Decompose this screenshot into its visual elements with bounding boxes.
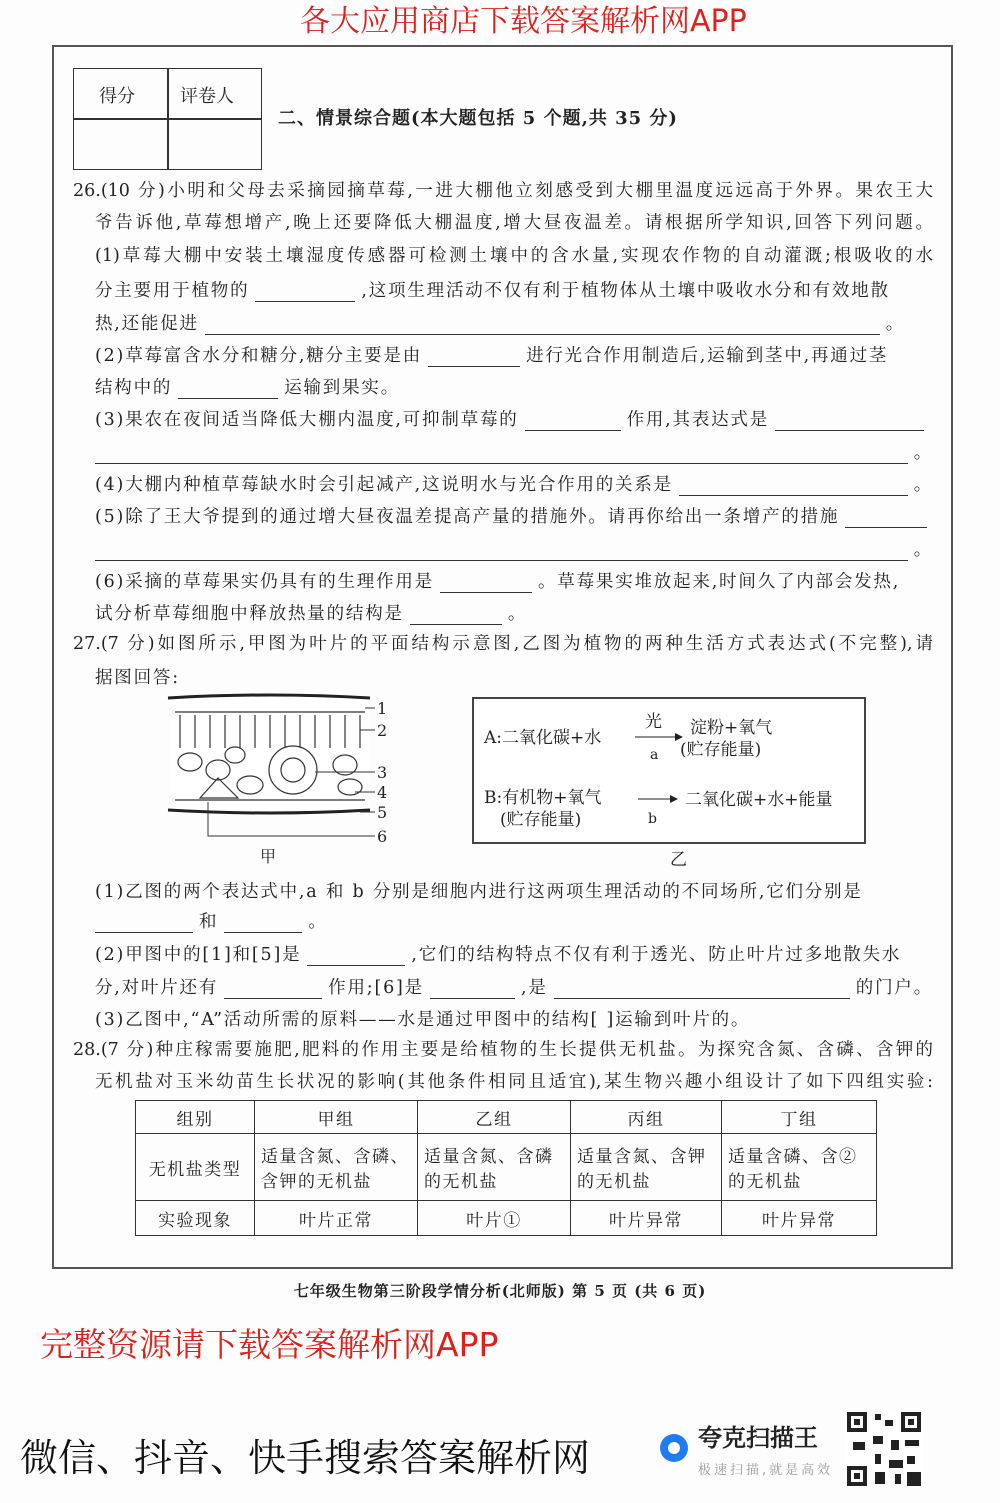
q26-p2-line1 — [95, 341, 933, 367]
q26-p5 — [95, 502, 933, 528]
q27-p1-line1 — [95, 877, 863, 903]
brand-slogan: 极速扫描,就是高效 — [698, 1463, 834, 1478]
table-cell: 叶片正常 — [255, 1201, 418, 1236]
figure-yi-caption: 乙 — [670, 850, 687, 870]
label-2: 2 — [377, 721, 388, 740]
answer-blank[interactable] — [95, 914, 193, 933]
table-row — [136, 1201, 877, 1236]
table-cell: 适量含氮、含磷、含钾的无机盐 — [255, 1134, 418, 1201]
table-header: 乙组 — [418, 1101, 571, 1134]
text: 。 — [913, 443, 933, 463]
brand-name: 夸克扫描王 — [698, 1424, 818, 1452]
table-row — [136, 1134, 877, 1201]
text: 分主要用于植物的 — [95, 281, 250, 301]
page-footer: 七年级生物第三阶段学情分析(北师版) 第 5 页 (共 6 页) — [293, 1282, 707, 1300]
answer-blank[interactable] — [554, 980, 850, 999]
answer-blank[interactable] — [224, 914, 302, 933]
table-header: 组别 — [136, 1101, 255, 1134]
text: 。 — [913, 540, 933, 560]
answer-blank[interactable] — [440, 574, 532, 593]
expr-a-condition: 光 — [645, 712, 662, 732]
text: 。 — [308, 912, 328, 932]
q26-stem-2: 爷告诉他,草莓想增产,晚上还要降低大棚温度,增大昼夜温差。请根据所学知识,回答下列问题。 — [95, 213, 933, 233]
watermark-middle: 完整资源请下载答案解析网APP — [40, 1325, 499, 1364]
life-process-expressions — [470, 695, 870, 870]
text: 运输到果实。 — [284, 378, 401, 398]
text: 进行光合作用制造后,运输到茎中,再通过茎 — [526, 346, 889, 366]
answer-blank[interactable] — [428, 348, 520, 367]
expr-a-right-2: (贮存能量) — [680, 740, 762, 760]
table-cell: 实验现象 — [136, 1201, 255, 1236]
answer-blank[interactable] — [224, 980, 322, 999]
label-5: 5 — [377, 803, 388, 822]
answer-blank[interactable] — [255, 283, 355, 302]
table-cell: 无机盐类型 — [136, 1134, 255, 1201]
q26-p1-line2 — [95, 276, 933, 302]
q26-p5-line2 — [95, 535, 933, 561]
section-title: 二、情景综合题(本大题包括 5 个题,共 35 分) — [278, 108, 678, 129]
answer-blank[interactable] — [95, 445, 908, 464]
text: (3)乙图中,“A”活动所需的原料——水是通过甲图中的结构[ ]运输到叶片的。 — [95, 1010, 751, 1030]
answer-blank[interactable] — [679, 477, 908, 496]
answer-blank[interactable] — [410, 606, 502, 625]
q26-p4 — [95, 470, 933, 496]
table-cell: 适量含氮、含磷的无机盐 — [418, 1134, 571, 1201]
answer-blank[interactable] — [307, 947, 405, 966]
text: 结构中的 — [95, 378, 173, 398]
text: ,这项生理活动不仅有利于植物体从土壤中吸收水分和有效地散 — [361, 281, 890, 301]
table-header-row — [136, 1101, 877, 1134]
answer-blank[interactable] — [178, 380, 278, 399]
q27-p2-line1 — [95, 940, 933, 966]
expr-a-right: 淀粉+氧气 — [690, 718, 773, 738]
score-box — [73, 68, 262, 170]
text: (3)果农在夜间适当降低大棚内温度,可抑制草莓的 — [95, 410, 519, 430]
figure-jia-caption: 甲 — [260, 847, 277, 866]
table-cell: 适量含磷、含②的无机盐 — [722, 1134, 877, 1201]
leaf-structure-diagram — [160, 690, 400, 870]
expr-b-left: B:有机物+氧气 — [484, 788, 602, 808]
scanner-brand — [660, 1418, 833, 1478]
answer-blank[interactable] — [525, 412, 621, 431]
expr-a-left: A:二氧化碳+水 — [484, 728, 602, 748]
text: 热,还能促进 — [95, 314, 199, 334]
q27-stem-1: 27.(7 分)如图所示,甲图为叶片的平面结构示意图,乙图为植物的两种生活方式表达式(不完整),请 — [73, 634, 933, 654]
qr-code-icon — [845, 1410, 923, 1488]
q27-p3 — [95, 1005, 750, 1031]
q26-p3-line1 — [95, 405, 930, 431]
table-cell: 适量含氮、含钾的无机盐 — [571, 1134, 722, 1201]
q28-stem-1: 28.(7 分)种庄稼需要施肥,肥料的作用主要是给植物的生长提供无机盐。为探究含氮、含磷、含钾的 — [73, 1040, 933, 1060]
text: 据图回答: — [95, 668, 180, 688]
text: ,它们的结构特点不仅有利于透光、防止叶片过多地散失水 — [411, 945, 902, 965]
table-cell: 叶片① — [418, 1201, 571, 1236]
text: 。草莓果实堆放起来,时间久了内部会发热, — [538, 572, 901, 592]
label-6: 6 — [377, 827, 388, 846]
q28-stem-2: 无机盐对玉米幼苗生长状况的影响(其他条件相同且适宜),某生物兴趣小组设计了如下四组实验: — [95, 1072, 933, 1092]
q27-p2-line2 — [95, 973, 933, 999]
expr-b-right: 二氧化碳+水+能量 — [685, 790, 833, 810]
text: 作用;[6]是 — [328, 978, 424, 998]
text: (5)除了王大爷提到的通过增大昼夜温差提高产量的措施外。请再你给出一条增产的措施 — [95, 507, 840, 527]
q26-p3-line2 — [95, 438, 933, 464]
table-header: 丙组 — [571, 1101, 722, 1134]
answer-blank[interactable] — [775, 412, 924, 431]
text: ,是 — [520, 978, 548, 998]
q26-p6-line1 — [95, 567, 933, 593]
q26-p2-line2 — [95, 373, 400, 399]
text: 分,对叶片还有 — [95, 978, 219, 998]
answer-blank[interactable] — [205, 316, 880, 335]
text: (6)采摘的草莓果实仍具有的生理作用是 — [95, 572, 434, 592]
expr-b-left-2: (贮存能量) — [500, 810, 582, 830]
table-cell: 叶片异常 — [571, 1201, 722, 1236]
watermark-bottom: 微信、抖音、快手搜索答案解析网 — [20, 1436, 591, 1480]
text: (2)甲图中的[1]和[5]是 — [95, 945, 302, 965]
text: 。 — [507, 604, 528, 624]
label-1: 1 — [377, 699, 388, 718]
q26-p1-line3 — [95, 309, 905, 335]
q26-p1-line1: (1)草莓大棚中安装土壤湿度传感器可检测土壤中的含水量,实现农作物的自动灌溉;根吸收的水 — [95, 246, 933, 266]
answer-blank[interactable] — [430, 980, 515, 999]
q26-stem-1: 26.(10 分)小明和父母去采摘园摘草莓,一进大棚他立刻感受到大棚里温度远远高于外界。果农王大 — [73, 181, 933, 201]
q26-p6-line2 — [95, 599, 527, 625]
label-4: 4 — [377, 783, 388, 802]
text: (1)乙图的两个表达式中,a 和 b 分别是细胞内进行这两项生理活动的不同场所,它们分别是 — [95, 882, 863, 902]
quark-logo-icon — [660, 1434, 688, 1462]
text: 。 — [913, 475, 933, 495]
score-label: 得分 — [99, 86, 135, 107]
watermark-top: 各大应用商店下载答案解析网APP — [300, 4, 747, 39]
text: 作用,其表达式是 — [626, 410, 770, 430]
grader-label: 评卷人 — [180, 86, 234, 107]
text: 试分析草莓细胞中释放热量的结构是 — [95, 604, 404, 624]
answer-blank[interactable] — [95, 542, 908, 561]
table-header: 丁组 — [722, 1101, 877, 1134]
q27-stem-2 — [95, 663, 180, 689]
expr-b-site: b — [648, 811, 657, 827]
label-3: 3 — [377, 763, 388, 782]
table-cell: 叶片异常 — [722, 1201, 877, 1236]
experiment-table — [135, 1100, 877, 1236]
text: 的门户。 — [855, 978, 933, 998]
text: (2)草莓富含水分和糖分,糖分主要是由 — [95, 346, 423, 366]
text: 。 — [885, 314, 905, 334]
answer-blank[interactable] — [845, 509, 927, 528]
q27-p1-line2 — [95, 907, 328, 933]
text: 和 — [199, 912, 219, 932]
table-header: 甲组 — [255, 1101, 418, 1134]
text: (4)大棚内种植草莓缺水时会引起减产,这说明水与光合作用的关系是 — [95, 475, 673, 495]
expr-a-site: a — [650, 747, 659, 763]
